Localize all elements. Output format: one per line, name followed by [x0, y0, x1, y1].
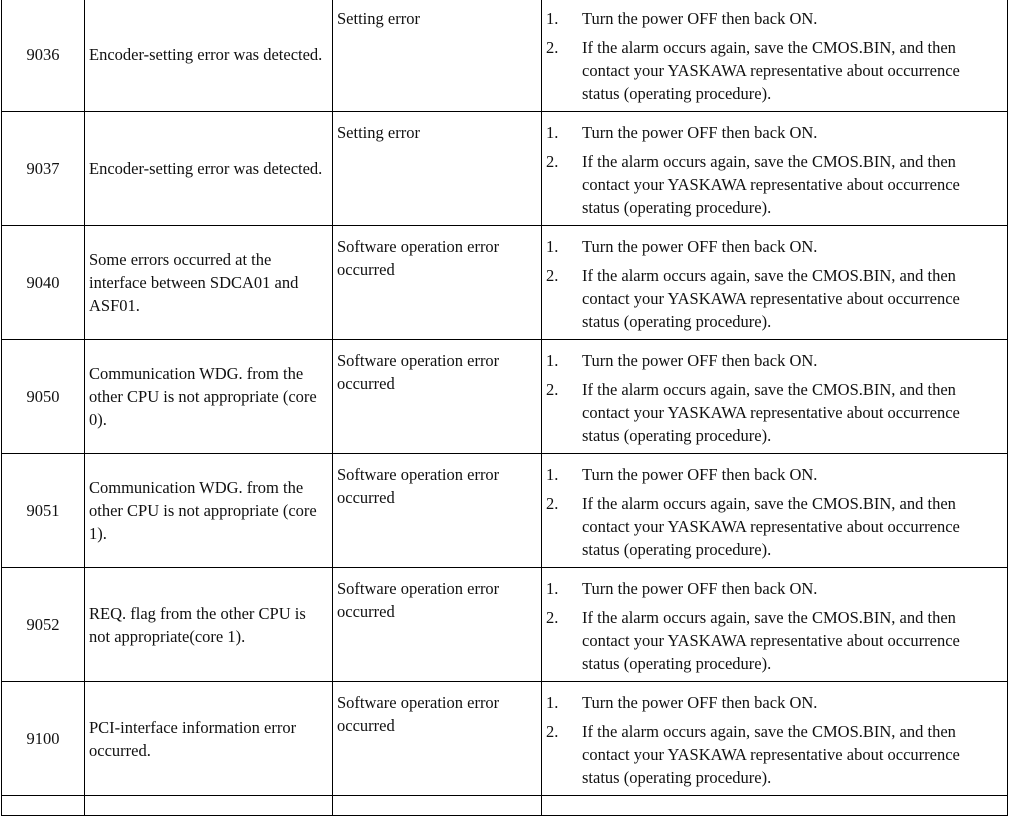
alarm-meaning: REQ. flag from the other CPU is not appropriate(core 1).	[85, 568, 333, 682]
alarm-cause: Setting error	[333, 0, 542, 112]
remedy-step	[546, 378, 995, 447]
alarm-row	[2, 568, 1008, 682]
alarm-cause: Setting error	[333, 112, 542, 226]
alarm-remedy	[542, 682, 1008, 796]
alarm-table-body	[2, 0, 1008, 816]
remedy-step-text: If the alarm occurs again, save the CMOS.BIN, and then contact your YASKAWA representative about occurrence status (operating procedure).	[582, 38, 960, 103]
remedy-step-text: If the alarm occurs again, save the CMOS.BIN, and then contact your YASKAWA representative about occurrence status (operating procedure).	[582, 608, 960, 673]
remedy-step-number: 2.	[546, 152, 559, 171]
alarm-code: 9052	[2, 568, 85, 682]
alarm-code: 9100	[2, 682, 85, 796]
remedy-list	[546, 691, 995, 789]
remedy-step	[546, 36, 995, 105]
remedy-step-number: 2.	[546, 266, 559, 285]
alarm-row	[2, 454, 1008, 568]
remedy-step-text: If the alarm occurs again, save the CMOS.BIN, and then contact your YASKAWA representative about occurrence status (operating procedure).	[582, 380, 960, 445]
remedy-step-text: Turn the power OFF then back ON.	[582, 237, 818, 256]
alarm-row	[2, 112, 1008, 226]
alarm-cause: Software operation error occurred	[333, 226, 542, 340]
alarm-meaning: PCI-interface information error occurred.	[85, 682, 333, 796]
remedy-step	[546, 150, 995, 219]
alarm-cell-partial	[2, 796, 85, 816]
remedy-step-number: 1.	[546, 579, 559, 598]
remedy-step-text: Turn the power OFF then back ON.	[582, 693, 818, 712]
alarm-cause: Software operation error occurred	[333, 682, 542, 796]
remedy-step-number: 1.	[546, 9, 559, 28]
remedy-step-number: 2.	[546, 722, 559, 741]
remedy-step-text: If the alarm occurs again, save the CMOS.BIN, and then contact your YASKAWA representative about occurrence status (operating procedure).	[582, 152, 960, 217]
remedy-step-text: If the alarm occurs again, save the CMOS.BIN, and then contact your YASKAWA representative about occurrence status (operating procedure).	[582, 722, 960, 787]
alarm-code: 9040	[2, 226, 85, 340]
alarm-row	[2, 682, 1008, 796]
remedy-step-number: 1.	[546, 693, 559, 712]
alarm-code: 9036	[2, 0, 85, 112]
alarm-row	[2, 0, 1008, 112]
alarm-cause: Software operation error occurred	[333, 454, 542, 568]
remedy-step	[546, 691, 995, 714]
alarm-meaning: Communication WDG. from the other CPU is not appropriate (core 1).	[85, 454, 333, 568]
remedy-step-number: 2.	[546, 380, 559, 399]
remedy-step-text: Turn the power OFF then back ON.	[582, 579, 818, 598]
alarm-table	[1, 0, 1008, 816]
remedy-step-number: 1.	[546, 465, 559, 484]
remedy-list	[546, 121, 995, 219]
remedy-step-text: If the alarm occurs again, save the CMOS.BIN, and then contact your YASKAWA representative about occurrence status (operating procedure).	[582, 494, 960, 559]
alarm-cause: Software operation error occurred	[333, 340, 542, 454]
remedy-step	[546, 235, 995, 258]
remedy-list	[546, 7, 995, 105]
remedy-list	[546, 349, 995, 447]
alarm-cause: Software operation error occurred	[333, 568, 542, 682]
remedy-step-number: 1.	[546, 123, 559, 142]
alarm-cell-partial	[333, 796, 542, 816]
remedy-step-text: Turn the power OFF then back ON.	[582, 351, 818, 370]
remedy-step-number: 2.	[546, 608, 559, 627]
remedy-step-number: 2.	[546, 38, 559, 57]
alarm-row	[2, 226, 1008, 340]
alarm-remedy	[542, 0, 1008, 112]
remedy-step	[546, 7, 995, 30]
remedy-step-number: 1.	[546, 237, 559, 256]
remedy-step-number: 2.	[546, 494, 559, 513]
alarm-meaning: Encoder-setting error was detected.	[85, 112, 333, 226]
remedy-step	[546, 577, 995, 600]
alarm-row-partial	[2, 796, 1008, 816]
alarm-code: 9051	[2, 454, 85, 568]
alarm-remedy	[542, 112, 1008, 226]
remedy-step-text: Turn the power OFF then back ON.	[582, 123, 818, 142]
alarm-code: 9037	[2, 112, 85, 226]
remedy-step	[546, 121, 995, 144]
remedy-list	[546, 235, 995, 333]
alarm-meaning: Encoder-setting error was detected.	[85, 0, 333, 112]
alarm-row	[2, 340, 1008, 454]
remedy-step	[546, 463, 995, 486]
alarm-code: 9050	[2, 340, 85, 454]
alarm-cell-partial	[542, 796, 1008, 816]
remedy-step	[546, 264, 995, 333]
remedy-step-text: Turn the power OFF then back ON.	[582, 9, 818, 28]
remedy-step	[546, 349, 995, 372]
remedy-step-text: If the alarm occurs again, save the CMOS.BIN, and then contact your YASKAWA representative about occurrence status (operating procedure).	[582, 266, 960, 331]
alarm-remedy	[542, 568, 1008, 682]
alarm-meaning: Some errors occurred at the interface between SDCA01 and ASF01.	[85, 226, 333, 340]
remedy-step-number: 1.	[546, 351, 559, 370]
remedy-list	[546, 463, 995, 561]
alarm-remedy	[542, 454, 1008, 568]
remedy-step	[546, 492, 995, 561]
remedy-step-text: Turn the power OFF then back ON.	[582, 465, 818, 484]
remedy-list	[546, 577, 995, 675]
alarm-meaning: Communication WDG. from the other CPU is not appropriate (core 0).	[85, 340, 333, 454]
remedy-step	[546, 606, 995, 675]
alarm-remedy	[542, 226, 1008, 340]
alarm-remedy	[542, 340, 1008, 454]
remedy-step	[546, 720, 995, 789]
alarm-cell-partial	[85, 796, 333, 816]
